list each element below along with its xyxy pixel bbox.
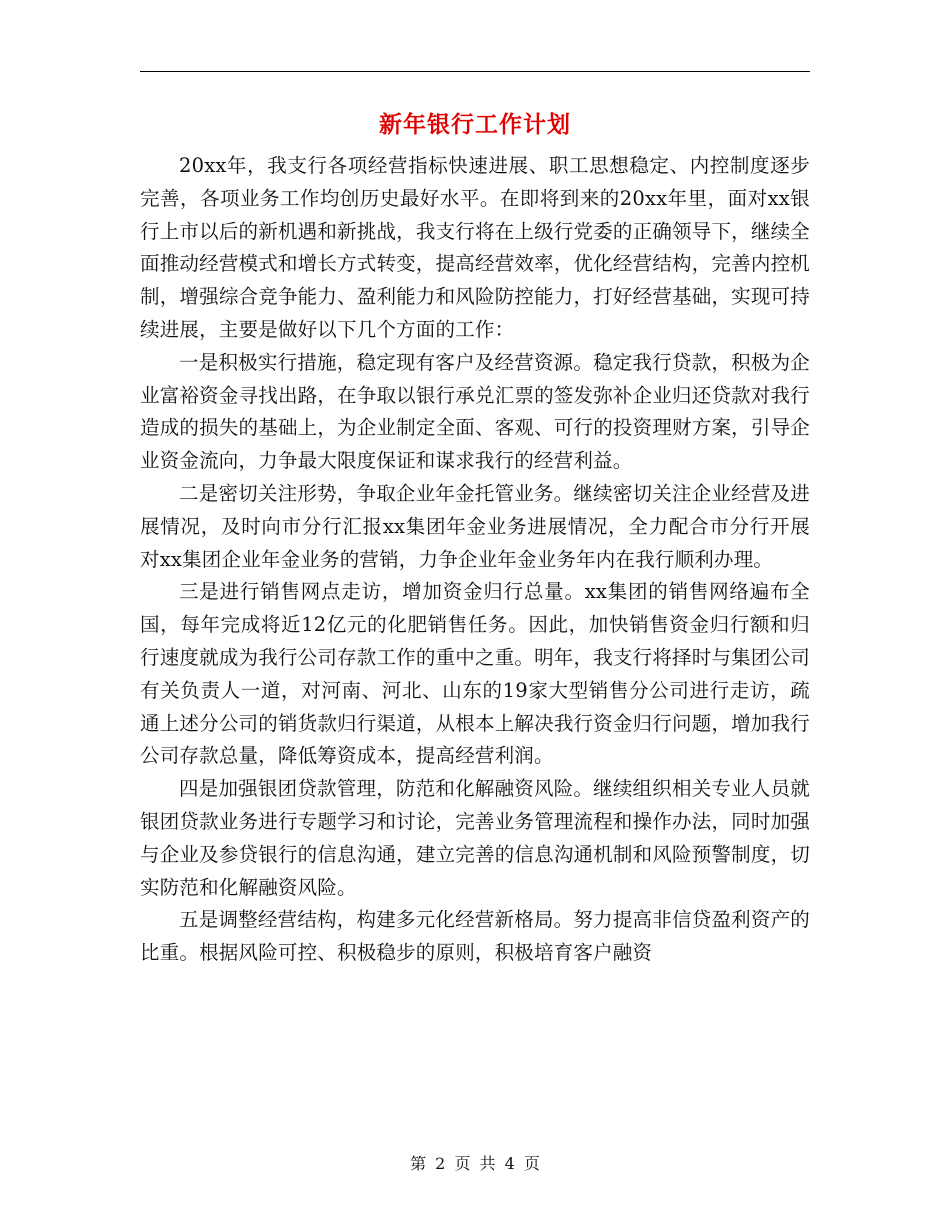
document-title: 新年银行工作计划 [379,111,571,138]
paragraph-1: 一是积极实行措施，稳定现有客户及经营资源。稳定我行贷款，积极为企业富裕资金寻找出路，在争取以银行承兑汇票的签发弥补企业归还贷款对我行造成的损失的基础上，为企业制定全面、客观、可行的投资理财方案，引导企业资金流向，力争最大限度保证和谋求我行的经营利益。 [140,350,810,473]
paragraph-intro: 20xx年，我支行各项经营指标快速进展、职工思想稳定、内控制度逐步完善，各项业务工作均创历史最好水平。在即将到来的20xx年里，面对xx银行上市以后的新机遇和新挑战，我支行将在上级行党委的正确领导下，继续全面推动经营模式和增长方式转变，提高经营效率，优化经营结构，完善内控机制，增强综合竞争能力、盈利能力和风险防控能力，打好经营基础，实现可持续进展，主要是做好以下几个方面的工作： [140,154,810,341]
page-number-footer: 第 2 页 共 4 页 [410,1154,540,1173]
document-body [140,150,810,970]
paragraph-4: 四是加强银团贷款管理，防范和化解融资风险。继续组织相关专业人员就银团贷款业务进行专题学习和讨论，完善业务管理流程和操作办法，同时加强与企业及参贷银行的信息沟通，建立完善的信息沟通机制和风险预警制度，切实防范和化解融资风险。 [140,777,810,899]
paragraph-5: 五是调整经营结构，构建多元化经营新格局。努力提高非信贷盈利资产的比重。根据风险可控、积极稳步的原则，积极培育客户融资 [140,908,810,965]
paragraph-2: 二是密切关注形势，争取企业年金托管业务。继续密切关注企业经营及进展情况，及时向市分行汇报xx集团年金业务进展情况，全力配合市分行开展对xx集团企业年金业务的营销，力争企业年金业务年内在我行顺利办理。 [140,481,810,571]
header-rule [140,71,810,72]
paragraph-3: 三是进行销售网点走访，增加资金归行总量。xx集团的销售网络遍布全国，每年完成将近12亿元的化肥销售任务。因此，加快销售资金归行额和归行速度就成为我行公司存款工作的重中之重。明年，我支行将择时与集团公司有关负责人一道，对河南、河北、山东的19家大型销售分公司进行走访，疏通上述分公司的销货款归行渠道，从根本上解决我行资金归行问题，增加我行公司存款总量，降低筹资成本，提高经营利润。 [140,580,810,768]
